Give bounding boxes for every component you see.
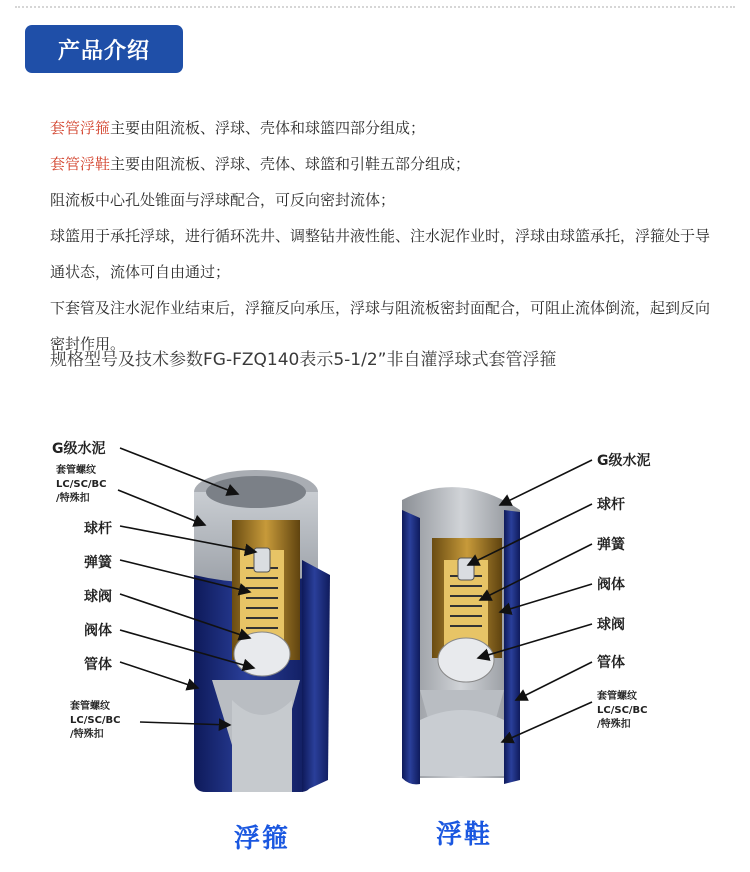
product-description xyxy=(50,110,710,362)
spec-line: 规格型号及技术参数FG-FZQ140表示5-1/2”非自灌浮球式套管浮箍 xyxy=(50,350,557,370)
collar-label-rod: 球杆 xyxy=(84,521,112,537)
float-shoe-drawing xyxy=(402,487,520,784)
desc-line-seal: 下套管及注水泥作业结束后，浮箍反向承压，浮球与阻流板密封面配合，可阻止流体倒流，起到反向密封作用。 xyxy=(50,299,711,353)
collar-caption: 浮箍 xyxy=(234,824,291,854)
top-dotted-divider xyxy=(15,6,735,8)
collar-term: 套管浮箍 xyxy=(50,119,111,137)
section-title-badge: 产品介绍 xyxy=(25,25,183,73)
shoe-label-thread: 套管螺纹 LC/SC/BC /特殊扣 xyxy=(597,691,648,730)
cutaway-illustration xyxy=(0,400,750,872)
shoe-label-pipe: 管体 xyxy=(597,655,625,671)
collar-label-body: 阀体 xyxy=(84,623,112,639)
desc-line-shoe xyxy=(50,146,710,182)
collar-label-thread-top: 套管螺纹 LC/SC/BC /特殊扣 xyxy=(56,465,107,504)
shoe-label-spring: 弹簧 xyxy=(597,537,625,553)
shoe-label-body: 阀体 xyxy=(597,577,625,593)
desc-line-basket: 球篮用于承托浮球，进行循环洗井、调整钻井液性能、注水泥作业时，浮球由球篮承托，浮箍处于导通状态，流体可自由通过； xyxy=(50,227,711,281)
float-collar-drawing xyxy=(194,470,330,792)
collar-label-pipe: 管体 xyxy=(84,657,112,673)
desc-line-plate: 阻流板中心孔处锥面与浮球配合，可反向密封流体； xyxy=(50,191,396,209)
shoe-description: 主要由阻流板、浮球、壳体、球篮和引鞋五部分组成； xyxy=(110,155,471,173)
collar-label-valve: 球阀 xyxy=(84,589,112,605)
collar-label-spring: 弹簧 xyxy=(84,555,112,571)
desc-line-collar xyxy=(50,110,710,146)
shoe-label-valve: 球阀 xyxy=(597,617,625,633)
shoe-label-cement: G级水泥 xyxy=(597,453,651,469)
collar-description: 主要由阻流板、浮球、壳体和球篮四部分组成； xyxy=(110,119,426,137)
shoe-caption: 浮鞋 xyxy=(436,820,493,850)
collar-label-cement: G级水泥 xyxy=(52,441,106,457)
shoe-label-rod: 球杆 xyxy=(597,497,625,513)
shoe-term: 套管浮鞋 xyxy=(50,155,111,173)
collar-label-thread-bottom: 套管螺纹 LC/SC/BC /特殊扣 xyxy=(70,701,121,740)
